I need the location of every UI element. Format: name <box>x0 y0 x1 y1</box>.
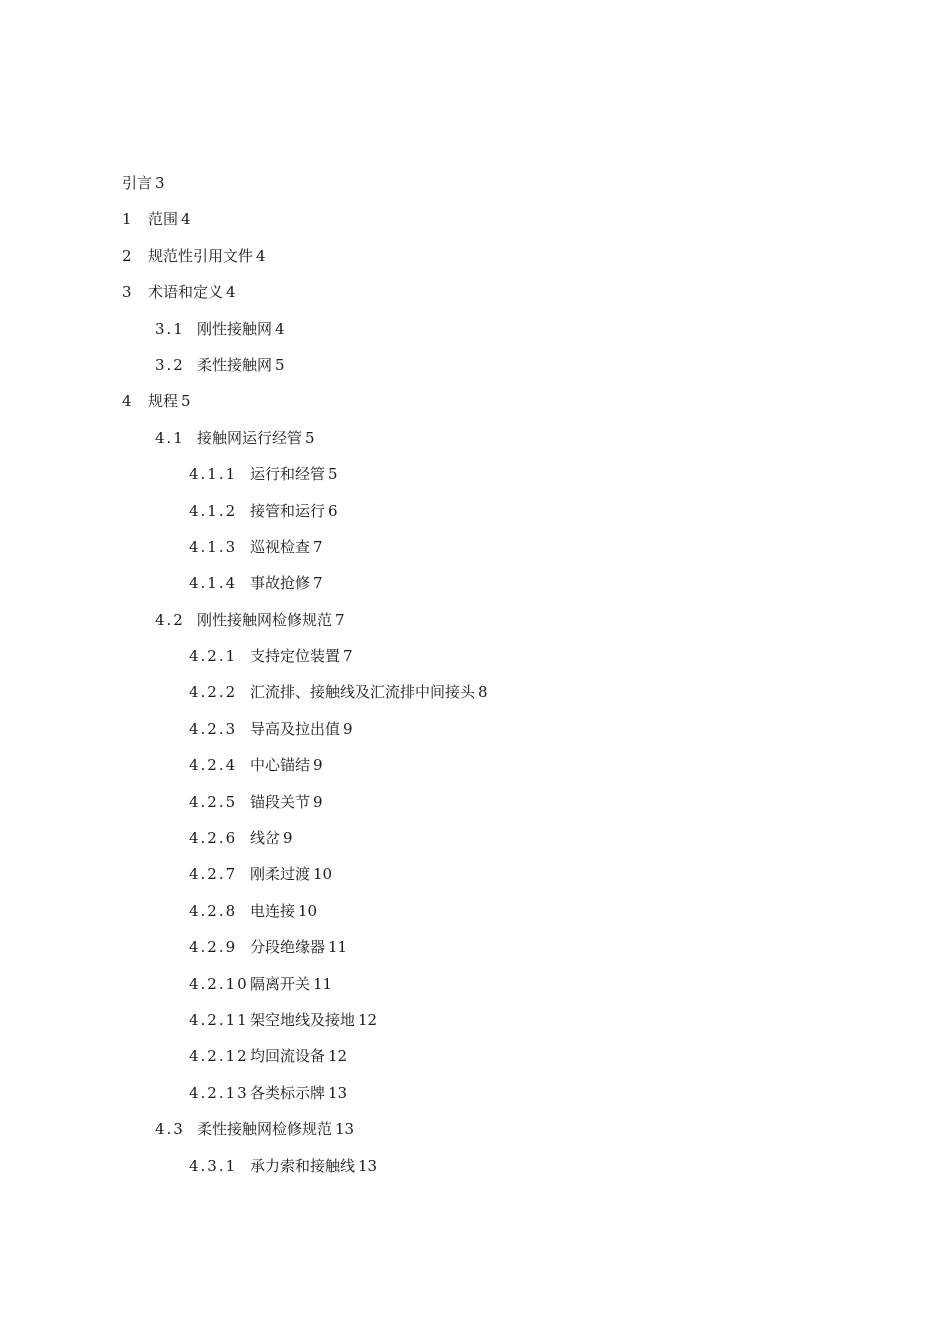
toc-entry-title: 刚性接触网 <box>197 319 273 338</box>
toc-entry-title: 巡视检查 <box>250 537 311 556</box>
toc-entry-page-number: 4 <box>256 246 266 265</box>
toc-entry[interactable] <box>122 1045 882 1081</box>
toc-entry-number: 4.2.13 <box>189 1083 249 1102</box>
toc-entry[interactable] <box>122 863 882 899</box>
toc-entry-page-number: 13 <box>358 1156 378 1175</box>
toc-entry[interactable] <box>122 172 882 208</box>
toc-entry-page-number: 11 <box>328 938 348 957</box>
toc-entry-page-number: 7 <box>313 537 323 556</box>
toc-entry-page-number: 12 <box>328 1047 348 1066</box>
toc-entry-title: 导高及拉出值 <box>250 719 341 738</box>
toc-entry[interactable] <box>122 281 882 317</box>
toc-entry[interactable] <box>122 609 882 645</box>
toc-entry-title: 刚性接触网检修规范 <box>197 610 333 629</box>
toc-entry-title: 分段绝缘器 <box>250 938 326 957</box>
toc-entry-page-number: 7 <box>343 647 353 666</box>
toc-entry[interactable] <box>122 1118 882 1154</box>
toc-entry-number: 4.2.12 <box>189 1047 249 1066</box>
toc-entry-page-number: 10 <box>313 865 333 884</box>
toc-entry[interactable] <box>122 1082 882 1118</box>
toc-entry-number: 4.3 <box>155 1120 185 1139</box>
toc-entry-number: 4.1.3 <box>189 537 238 556</box>
toc-entry-page-number: 10 <box>298 901 318 920</box>
toc-entry[interactable] <box>122 754 882 790</box>
toc-entry-number: 4.2.8 <box>189 901 238 920</box>
toc-entry-number: 4.2.7 <box>189 865 238 884</box>
toc-entry-number: 4.2 <box>155 610 185 629</box>
toc-entry-number: 4.2.3 <box>189 719 238 738</box>
toc-entry-title: 柔性接触网 <box>197 355 273 374</box>
toc-entry-page-number: 5 <box>181 392 191 411</box>
toc-entry-number: 4.2.6 <box>189 829 238 848</box>
table-of-contents <box>122 172 882 1191</box>
toc-entry[interactable] <box>122 718 882 754</box>
toc-entry-page-number: 8 <box>478 683 488 702</box>
toc-entry-number: 4.2.5 <box>189 792 238 811</box>
toc-entry-page-number: 5 <box>275 355 285 374</box>
toc-entry-title: 术语和定义 <box>148 283 224 302</box>
toc-entry-page-number: 6 <box>328 501 338 520</box>
toc-entry-number: 4.2.9 <box>189 938 238 957</box>
toc-entry-title: 均回流设备 <box>250 1047 326 1066</box>
toc-entry-number: 4.1.1 <box>189 465 238 484</box>
toc-entry-title: 刚柔过渡 <box>250 865 311 884</box>
toc-entry[interactable] <box>122 681 882 717</box>
toc-entry-number: 2 <box>122 246 134 265</box>
toc-entry-title: 规范性引用文件 <box>148 246 254 265</box>
toc-entry-title: 中心锚结 <box>250 756 311 775</box>
toc-entry-page-number: 7 <box>313 574 323 593</box>
toc-entry[interactable] <box>122 390 882 426</box>
toc-entry-title: 接管和运行 <box>250 501 326 520</box>
toc-entry-title: 承力索和接触线 <box>250 1156 356 1175</box>
toc-entry[interactable] <box>122 318 882 354</box>
toc-entry[interactable] <box>122 572 882 608</box>
toc-entry-title: 接触网运行经管 <box>197 428 303 447</box>
toc-entry-page-number: 4 <box>181 210 191 229</box>
toc-entry-title: 隔离开关 <box>250 974 311 993</box>
toc-entry-number: 3 <box>122 283 134 302</box>
toc-entry-number: 4.1.2 <box>189 501 238 520</box>
toc-entry[interactable] <box>122 354 882 390</box>
toc-entry-title: 支持定位装置 <box>250 647 341 666</box>
toc-entry[interactable] <box>122 645 882 681</box>
toc-entry-number: 3.2 <box>155 355 185 374</box>
toc-entry[interactable] <box>122 463 882 499</box>
toc-entry-number: 4.1 <box>155 428 185 447</box>
toc-entry-page-number: 4 <box>226 283 236 302</box>
toc-entry-number: 4.2.2 <box>189 683 238 702</box>
toc-entry-title: 电连接 <box>250 901 296 920</box>
toc-entry-title: 柔性接触网检修规范 <box>197 1120 333 1139</box>
toc-entry-page-number: 5 <box>305 428 315 447</box>
toc-entry-page-number: 13 <box>328 1083 348 1102</box>
toc-entry-title: 架空地线及接地 <box>250 1010 356 1029</box>
toc-entry-page-number: 11 <box>313 974 333 993</box>
toc-entry-page-number: 9 <box>313 756 323 775</box>
toc-entry[interactable] <box>122 427 882 463</box>
toc-entry-page-number: 3 <box>155 174 165 192</box>
toc-entry-title: 运行和经管 <box>250 465 326 484</box>
toc-entry-number: 4.2.11 <box>189 1010 249 1029</box>
toc-entry[interactable] <box>122 936 882 972</box>
toc-entry[interactable] <box>122 536 882 572</box>
toc-entry-page-number: 9 <box>283 829 293 848</box>
toc-entry-number: 4.2.1 <box>189 647 238 666</box>
toc-entry[interactable] <box>122 827 882 863</box>
toc-entry-page-number: 9 <box>313 792 323 811</box>
toc-entry-title: 锚段关节 <box>250 792 311 811</box>
toc-entry-number: 1 <box>122 210 134 229</box>
toc-entry-title: 规程 <box>148 392 179 411</box>
toc-entry-number: 4.3.1 <box>189 1156 238 1175</box>
toc-entry-title: 引言 <box>122 174 153 192</box>
toc-entry-title: 各类标示牌 <box>250 1083 326 1102</box>
toc-entry[interactable] <box>122 245 882 281</box>
toc-entry-title: 线岔 <box>250 829 281 848</box>
toc-entry-page-number: 7 <box>335 610 345 629</box>
toc-entry-number: 3.1 <box>155 319 185 338</box>
toc-entry-number: 4.2.4 <box>189 756 238 775</box>
toc-entry[interactable] <box>122 900 882 936</box>
toc-entry-title: 范围 <box>148 210 179 229</box>
toc-entry-title: 事故抢修 <box>250 574 311 593</box>
toc-entry-number: 4 <box>122 392 134 411</box>
toc-entry[interactable] <box>122 500 882 536</box>
toc-entry-page-number: 9 <box>343 719 353 738</box>
toc-entry[interactable] <box>122 791 882 827</box>
toc-entry[interactable] <box>122 973 882 1009</box>
toc-entry-page-number: 13 <box>335 1120 355 1139</box>
toc-entry-number: 4.2.10 <box>189 974 249 993</box>
toc-entry[interactable] <box>122 1009 882 1045</box>
toc-entry[interactable] <box>122 208 882 244</box>
toc-entry-page-number: 4 <box>275 319 285 338</box>
toc-entry[interactable] <box>122 1155 882 1191</box>
toc-entry-page-number: 5 <box>328 465 338 484</box>
toc-entry-number: 4.1.4 <box>189 574 238 593</box>
toc-entry-page-number: 12 <box>358 1010 378 1029</box>
toc-entry-title: 汇流排、接触线及汇流排中间接头 <box>250 683 476 702</box>
